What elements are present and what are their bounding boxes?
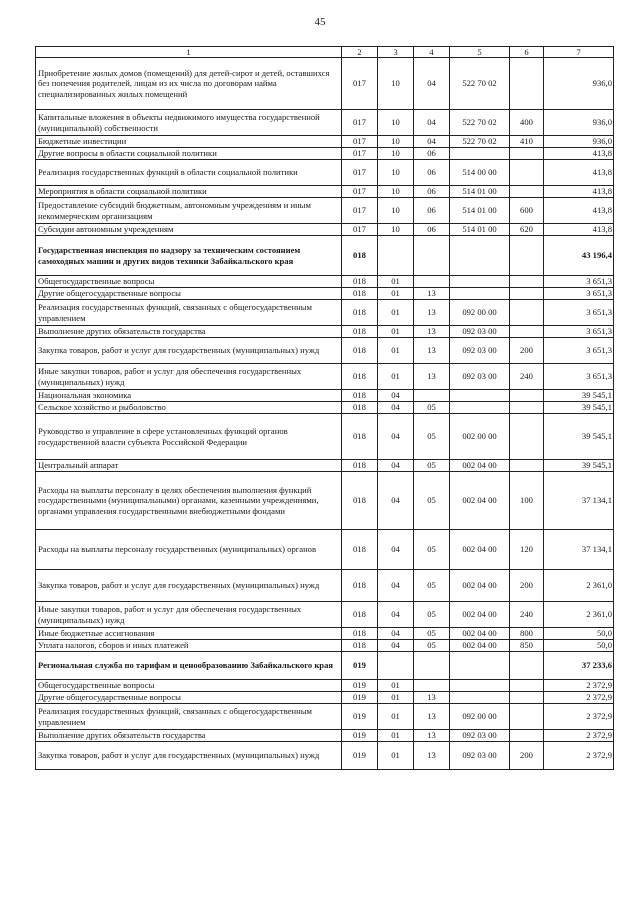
row-sum-cell: 37 134,1 <box>544 530 614 570</box>
row-vr-cell: 100 <box>510 472 544 530</box>
row-csr-cell <box>450 692 510 704</box>
row-vr-cell <box>510 288 544 300</box>
row-name-cell: Другие общегосударственные вопросы <box>36 288 342 300</box>
row-gr-cell: 018 <box>342 602 378 628</box>
row-vr-cell <box>510 186 544 198</box>
row-vr-cell: 600 <box>510 198 544 224</box>
row-csr-cell <box>450 402 510 414</box>
row-rz-cell: 01 <box>378 680 414 692</box>
row-sum-cell: 3 651,3 <box>544 326 614 338</box>
row-vr-cell <box>510 236 544 276</box>
row-pr-cell: 05 <box>414 628 450 640</box>
row-sum-cell: 413,8 <box>544 148 614 160</box>
row-vr-cell: 200 <box>510 338 544 364</box>
row-gr-cell: 019 <box>342 742 378 770</box>
row-gr-cell: 019 <box>342 704 378 730</box>
row-csr-cell: 002 00 00 <box>450 414 510 460</box>
row-rz-cell: 01 <box>378 742 414 770</box>
row-rz-cell: 10 <box>378 110 414 136</box>
row-name-cell: Национальная экономика <box>36 390 342 402</box>
row-sum-cell: 413,8 <box>544 160 614 186</box>
table-row <box>36 460 614 472</box>
row-csr-cell: 092 00 00 <box>450 704 510 730</box>
row-sum-cell: 3 651,3 <box>544 276 614 288</box>
table-row <box>36 704 614 730</box>
column-header: 3 <box>378 47 414 58</box>
row-rz-cell: 01 <box>378 288 414 300</box>
table-row <box>36 326 614 338</box>
row-vr-cell <box>510 730 544 742</box>
row-rz-cell: 10 <box>378 148 414 160</box>
row-sum-cell: 3 651,3 <box>544 300 614 326</box>
row-gr-cell: 017 <box>342 110 378 136</box>
row-csr-cell: 522 70 02 <box>450 136 510 148</box>
row-sum-cell: 936,0 <box>544 110 614 136</box>
row-vr-cell: 240 <box>510 602 544 628</box>
row-rz-cell: 04 <box>378 570 414 602</box>
row-pr-cell <box>414 276 450 288</box>
table-row <box>36 472 614 530</box>
row-vr-cell <box>510 692 544 704</box>
row-name-cell: Иные закупки товаров, работ и услуг для обеспечения государственных (муниципальных) нужд <box>36 602 342 628</box>
table-row <box>36 148 614 160</box>
row-pr-cell: 06 <box>414 198 450 224</box>
row-vr-cell <box>510 276 544 288</box>
row-gr-cell: 018 <box>342 402 378 414</box>
row-rz-cell: 01 <box>378 326 414 338</box>
row-gr-cell: 017 <box>342 224 378 236</box>
table-row <box>36 570 614 602</box>
row-csr-cell: 002 04 00 <box>450 472 510 530</box>
row-csr-cell: 002 04 00 <box>450 460 510 472</box>
row-sum-cell: 43 196,4 <box>544 236 614 276</box>
row-name-cell: Общегосударственные вопросы <box>36 680 342 692</box>
row-pr-cell: 13 <box>414 704 450 730</box>
row-sum-cell: 2 372,9 <box>544 742 614 770</box>
row-gr-cell: 017 <box>342 198 378 224</box>
row-name-cell: Центральный аппарат <box>36 460 342 472</box>
row-name-cell: Общегосударственные вопросы <box>36 276 342 288</box>
table-row <box>36 680 614 692</box>
row-gr-cell: 019 <box>342 652 378 680</box>
row-pr-cell: 05 <box>414 570 450 602</box>
row-name-cell: Иные бюджетные ассигнования <box>36 628 342 640</box>
table-row <box>36 58 614 110</box>
row-gr-cell: 018 <box>342 472 378 530</box>
row-csr-cell <box>450 652 510 680</box>
row-pr-cell: 05 <box>414 530 450 570</box>
column-header: 6 <box>510 47 544 58</box>
row-pr-cell: 13 <box>414 742 450 770</box>
row-pr-cell <box>414 680 450 692</box>
row-csr-cell: 092 03 00 <box>450 742 510 770</box>
row-name-cell: Реализация государственных функций, связанных с общегосударственным управлением <box>36 300 342 326</box>
row-name-cell: Региональная служба по тарифам и ценообразованию Забайкальского края <box>36 652 342 680</box>
row-rz-cell: 10 <box>378 160 414 186</box>
table-row <box>36 338 614 364</box>
row-gr-cell: 018 <box>342 570 378 602</box>
row-sum-cell: 413,8 <box>544 186 614 198</box>
row-rz-cell: 01 <box>378 338 414 364</box>
row-csr-cell <box>450 276 510 288</box>
row-rz-cell: 10 <box>378 186 414 198</box>
row-vr-cell <box>510 160 544 186</box>
table-row <box>36 730 614 742</box>
row-csr-cell: 514 00 00 <box>450 160 510 186</box>
row-pr-cell: 13 <box>414 338 450 364</box>
row-gr-cell: 018 <box>342 390 378 402</box>
row-rz-cell: 04 <box>378 628 414 640</box>
row-sum-cell: 37 134,1 <box>544 472 614 530</box>
row-name-cell: Предоставление субсидий бюджетным, автономным учреждениям и иным некоммерческим организациям <box>36 198 342 224</box>
column-number-row <box>36 47 614 58</box>
row-rz-cell: 01 <box>378 364 414 390</box>
table-row <box>36 136 614 148</box>
row-sum-cell: 50,0 <box>544 628 614 640</box>
row-sum-cell: 2 372,9 <box>544 704 614 730</box>
row-pr-cell: 13 <box>414 730 450 742</box>
row-name-cell: Иные закупки товаров, работ и услуг для обеспечения государственных (муниципальных) нужд <box>36 364 342 390</box>
row-sum-cell: 936,0 <box>544 136 614 148</box>
row-vr-cell <box>510 460 544 472</box>
row-name-cell: Другие общегосударственные вопросы <box>36 692 342 704</box>
row-pr-cell: 13 <box>414 288 450 300</box>
column-header: 1 <box>36 47 342 58</box>
row-rz-cell: 04 <box>378 602 414 628</box>
row-vr-cell: 850 <box>510 640 544 652</box>
row-pr-cell <box>414 390 450 402</box>
row-rz-cell: 10 <box>378 136 414 148</box>
row-sum-cell: 2 361,0 <box>544 602 614 628</box>
table-row <box>36 652 614 680</box>
row-pr-cell: 06 <box>414 148 450 160</box>
row-vr-cell: 800 <box>510 628 544 640</box>
row-csr-cell: 002 04 00 <box>450 602 510 628</box>
table-row <box>36 186 614 198</box>
table-row <box>36 402 614 414</box>
table-row <box>36 602 614 628</box>
row-csr-cell: 514 01 00 <box>450 224 510 236</box>
row-name-cell: Мероприятия в области социальной политики <box>36 186 342 198</box>
row-name-cell: Закупка товаров, работ и услуг для государственных (муниципальных) нужд <box>36 338 342 364</box>
row-pr-cell: 04 <box>414 110 450 136</box>
row-gr-cell: 018 <box>342 300 378 326</box>
row-csr-cell: 092 00 00 <box>450 300 510 326</box>
table-row <box>36 110 614 136</box>
row-vr-cell <box>510 652 544 680</box>
row-csr-cell: 092 03 00 <box>450 338 510 364</box>
row-gr-cell: 018 <box>342 236 378 276</box>
row-name-cell: Государственная инспекция по надзору за техническим состоянием самоходных машин и других видов техники Забайкальского края <box>36 236 342 276</box>
row-csr-cell: 092 03 00 <box>450 730 510 742</box>
row-name-cell: Другие вопросы в области социальной политики <box>36 148 342 160</box>
row-gr-cell: 017 <box>342 148 378 160</box>
row-vr-cell <box>510 402 544 414</box>
row-csr-cell <box>450 680 510 692</box>
row-gr-cell: 018 <box>342 640 378 652</box>
row-gr-cell: 018 <box>342 338 378 364</box>
row-gr-cell: 018 <box>342 288 378 300</box>
row-gr-cell: 018 <box>342 326 378 338</box>
row-rz-cell: 04 <box>378 414 414 460</box>
row-rz-cell: 04 <box>378 530 414 570</box>
row-csr-cell: 522 70 02 <box>450 58 510 110</box>
row-gr-cell: 019 <box>342 692 378 704</box>
row-gr-cell: 018 <box>342 530 378 570</box>
row-rz-cell: 01 <box>378 276 414 288</box>
row-sum-cell: 413,8 <box>544 224 614 236</box>
row-pr-cell: 13 <box>414 364 450 390</box>
row-name-cell: Сельское хозяйство и рыболовство <box>36 402 342 414</box>
row-pr-cell: 05 <box>414 472 450 530</box>
row-vr-cell <box>510 390 544 402</box>
column-header: 2 <box>342 47 378 58</box>
row-rz-cell: 01 <box>378 692 414 704</box>
row-csr-cell: 002 04 00 <box>450 570 510 602</box>
row-sum-cell: 39 545,1 <box>544 402 614 414</box>
row-pr-cell: 05 <box>414 460 450 472</box>
row-sum-cell: 936,0 <box>544 58 614 110</box>
row-sum-cell: 39 545,1 <box>544 460 614 472</box>
row-csr-cell: 092 03 00 <box>450 364 510 390</box>
row-csr-cell <box>450 236 510 276</box>
row-rz-cell: 10 <box>378 224 414 236</box>
row-pr-cell: 05 <box>414 402 450 414</box>
row-csr-cell <box>450 390 510 402</box>
row-gr-cell: 018 <box>342 414 378 460</box>
row-gr-cell: 019 <box>342 680 378 692</box>
row-vr-cell: 240 <box>510 364 544 390</box>
row-rz-cell: 01 <box>378 704 414 730</box>
row-rz-cell: 04 <box>378 402 414 414</box>
row-name-cell: Выполнение других обязательств государства <box>36 326 342 338</box>
table-row <box>36 224 614 236</box>
table-row <box>36 390 614 402</box>
row-gr-cell: 017 <box>342 160 378 186</box>
column-header: 5 <box>450 47 510 58</box>
row-csr-cell <box>450 148 510 160</box>
row-vr-cell <box>510 148 544 160</box>
row-pr-cell: 05 <box>414 414 450 460</box>
row-gr-cell: 018 <box>342 276 378 288</box>
row-sum-cell: 37 233,6 <box>544 652 614 680</box>
row-name-cell: Субсидии автономным учреждениям <box>36 224 342 236</box>
row-pr-cell: 06 <box>414 160 450 186</box>
row-csr-cell <box>450 288 510 300</box>
row-rz-cell <box>378 236 414 276</box>
row-gr-cell: 018 <box>342 460 378 472</box>
row-sum-cell: 2 372,9 <box>544 680 614 692</box>
row-rz-cell: 10 <box>378 198 414 224</box>
row-sum-cell: 2 372,9 <box>544 730 614 742</box>
row-sum-cell: 413,8 <box>544 198 614 224</box>
table-row <box>36 628 614 640</box>
row-pr-cell: 13 <box>414 692 450 704</box>
table-row <box>36 530 614 570</box>
row-rz-cell: 01 <box>378 730 414 742</box>
row-pr-cell: 05 <box>414 640 450 652</box>
row-pr-cell: 13 <box>414 300 450 326</box>
row-sum-cell: 3 651,3 <box>544 288 614 300</box>
row-pr-cell: 04 <box>414 58 450 110</box>
row-rz-cell: 10 <box>378 58 414 110</box>
row-pr-cell: 13 <box>414 326 450 338</box>
row-name-cell: Приобретение жилых домов (помещений) для детей-сирот и детей, оставшихся без попечения родителей, лицам из их числа по договорам найма специализированных жилых помещений <box>36 58 342 110</box>
table-row <box>36 288 614 300</box>
row-sum-cell: 2 372,9 <box>544 692 614 704</box>
row-sum-cell: 50,0 <box>544 640 614 652</box>
row-csr-cell: 514 01 00 <box>450 198 510 224</box>
budget-table <box>35 46 614 770</box>
row-name-cell: Реализация государственных функций, связанных с общегосударственным управлением <box>36 704 342 730</box>
table-body <box>36 58 614 770</box>
row-gr-cell: 018 <box>342 628 378 640</box>
row-csr-cell: 002 04 00 <box>450 530 510 570</box>
row-csr-cell: 002 04 00 <box>450 640 510 652</box>
table-row <box>36 236 614 276</box>
row-sum-cell: 39 545,1 <box>544 414 614 460</box>
table-row <box>36 414 614 460</box>
row-rz-cell: 04 <box>378 390 414 402</box>
row-rz-cell: 04 <box>378 460 414 472</box>
table-row <box>36 742 614 770</box>
row-pr-cell: 06 <box>414 224 450 236</box>
row-name-cell: Реализация государственных функций в области социальной политики <box>36 160 342 186</box>
row-pr-cell <box>414 236 450 276</box>
row-gr-cell: 018 <box>342 364 378 390</box>
row-name-cell: Закупка товаров, работ и услуг для государственных (муниципальных) нужд <box>36 742 342 770</box>
row-name-cell: Расходы на выплаты персоналу государственных (муниципальных) органов <box>36 530 342 570</box>
table-row <box>36 160 614 186</box>
row-name-cell: Капитальные вложения в объекты недвижимого имущества государственной (муниципальной) собственности <box>36 110 342 136</box>
table-row <box>36 640 614 652</box>
row-vr-cell: 200 <box>510 742 544 770</box>
row-csr-cell: 522 70 02 <box>450 110 510 136</box>
row-vr-cell: 400 <box>510 110 544 136</box>
row-vr-cell <box>510 414 544 460</box>
page-number: 45 <box>314 16 326 28</box>
table-row <box>36 364 614 390</box>
row-name-cell: Руководство и управление в сфере установленных функций органов государственной власти субъекта Российской Федерации <box>36 414 342 460</box>
row-gr-cell: 019 <box>342 730 378 742</box>
row-vr-cell: 120 <box>510 530 544 570</box>
table-row <box>36 276 614 288</box>
row-sum-cell: 2 361,0 <box>544 570 614 602</box>
row-pr-cell <box>414 652 450 680</box>
row-csr-cell: 002 04 00 <box>450 628 510 640</box>
row-vr-cell <box>510 680 544 692</box>
row-vr-cell <box>510 704 544 730</box>
row-vr-cell: 410 <box>510 136 544 148</box>
row-rz-cell: 01 <box>378 300 414 326</box>
row-rz-cell: 04 <box>378 640 414 652</box>
row-vr-cell <box>510 300 544 326</box>
row-pr-cell: 05 <box>414 602 450 628</box>
row-sum-cell: 39 545,1 <box>544 390 614 402</box>
row-name-cell: Выполнение других обязательств государства <box>36 730 342 742</box>
row-gr-cell: 017 <box>342 186 378 198</box>
table-row <box>36 300 614 326</box>
table-row <box>36 692 614 704</box>
row-pr-cell: 04 <box>414 136 450 148</box>
row-sum-cell: 3 651,3 <box>544 338 614 364</box>
row-rz-cell <box>378 652 414 680</box>
row-name-cell: Закупка товаров, работ и услуг для государственных (муниципальных) нужд <box>36 570 342 602</box>
row-csr-cell: 514 01 00 <box>450 186 510 198</box>
row-vr-cell: 620 <box>510 224 544 236</box>
row-gr-cell: 017 <box>342 136 378 148</box>
row-vr-cell <box>510 326 544 338</box>
row-vr-cell: 200 <box>510 570 544 602</box>
row-vr-cell <box>510 58 544 110</box>
row-rz-cell: 04 <box>378 472 414 530</box>
row-name-cell: Расходы на выплаты персоналу в целях обеспечения выполнения функций государственными (муниципальными) органами, казенными учреждениями, органами управления государственными внебюджетными фондами <box>36 472 342 530</box>
row-name-cell: Уплата налогов, сборов и иных платежей <box>36 640 342 652</box>
column-header: 7 <box>544 47 614 58</box>
row-gr-cell: 017 <box>342 58 378 110</box>
row-name-cell: Бюджетные инвестиции <box>36 136 342 148</box>
row-csr-cell: 092 03 00 <box>450 326 510 338</box>
column-header: 4 <box>414 47 450 58</box>
row-pr-cell: 06 <box>414 186 450 198</box>
table-row <box>36 198 614 224</box>
row-sum-cell: 3 651,3 <box>544 364 614 390</box>
